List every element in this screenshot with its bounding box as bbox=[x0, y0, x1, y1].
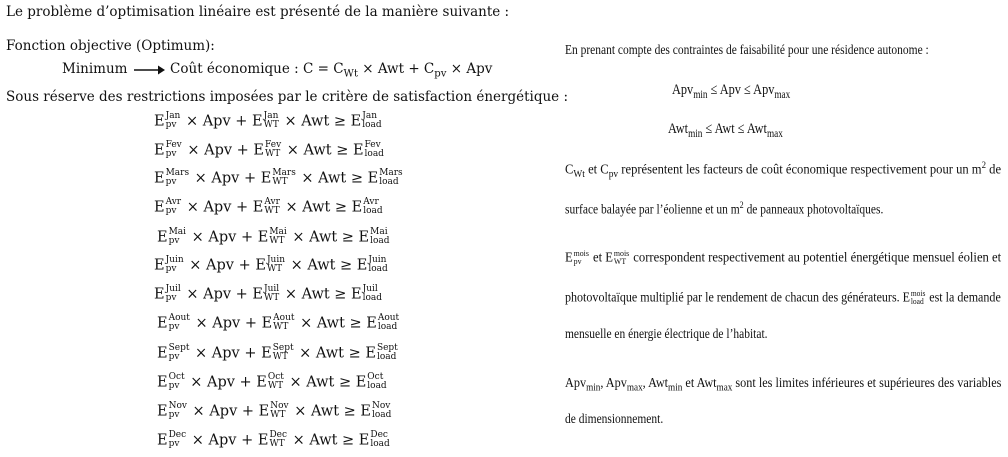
awt-constraint: Awt$_{min}$ ≤ Awt ≤ Awt$_{max}$ bbox=[668, 121, 783, 140]
energy-paragraph-line2: photovoltaïque multiplié par le rendement de chacun des générateurs. E mois load est la demande bbox=[565, 288, 1001, 307]
constraint-equation-fev: E Fev pv × Apv + E Fev WT × Awt ≥ E Fev load bbox=[154, 140, 384, 159]
constraint-equation-juil: E Juil pv × Apv + E Juil WT × Awt ≥ E Juil load bbox=[154, 284, 383, 303]
limits-paragraph-line2: de dimensionnement. bbox=[565, 412, 664, 427]
cost-paragraph-line2: surface balayée par l’éolienne et un $m^2$ de panneaux photovoltaïques. bbox=[565, 200, 884, 218]
constraint-equation-mars: E Mars pv × Apv + E Mars WT × Awt ≥ E Mars load bbox=[154, 168, 403, 187]
objective-end: × Apv bbox=[446, 61, 493, 77]
feasibility-text: En prenant compte des contraintes de faisabilité pour une résidence autonome : bbox=[565, 43, 929, 58]
objective-subscript-wt: Wt bbox=[343, 68, 359, 80]
constraint-equation-jan: E Jan pv × Apv + E Jan WT × Awt ≥ E Jan load bbox=[154, 111, 382, 130]
constraint-equation-juin: E Juin pv × Apv + E Juin WT × Awt ≥ E Juin load bbox=[154, 255, 388, 274]
objective-function bbox=[62, 61, 492, 80]
limits-paragraph-line1: Apv$_{min}$, Apv$_{max}$, Awt$_{min}$ et Awt$_{max}$ sont les limites inférieures et supérieures des variables bbox=[565, 376, 1002, 394]
cost-paragraph-line1: $C_{Wt}$ et $C_{pv}$ représentent les facteurs de coût économique respectivement pour un $m^2$ de bbox=[565, 160, 1002, 181]
objective-subscript-pv: pv bbox=[434, 68, 447, 80]
constraint-equation-dec: E Dec pv × Apv + E Dec WT × Awt ≥ E Dec load bbox=[157, 430, 390, 449]
objective-expression: Coût économique : C = C bbox=[170, 61, 344, 77]
objective-middle: × Awt + C bbox=[358, 61, 435, 77]
constraint-equation-mai: E Mai pv × Apv + E Mai WT × Awt ≥ E Mai load bbox=[157, 227, 390, 246]
constraint-equation-oct: E Oct pv × Apv + E Oct WT × Awt ≥ E Oct load bbox=[157, 372, 387, 391]
energy-paragraph-line3: mensuelle en énergie électrique de l’habitat. bbox=[565, 327, 768, 342]
minimum-label: Minimum bbox=[62, 61, 128, 77]
apv-constraint: Apv$_{min}$ ≤ Apv ≤ Apv$_{max}$ bbox=[672, 82, 791, 101]
constraint-equation-sept: E Sept pv × Apv + E Sept WT × Awt ≥ E Sept load bbox=[157, 343, 398, 362]
constraint-equation-aout: E Aout pv × Apv + E Aout WT × Awt ≥ E Aout load bbox=[157, 313, 400, 332]
objective-heading: Fonction objective (Optimum): bbox=[6, 38, 215, 54]
intro-text: Le problème d’optimisation linéaire est présenté de la manière suivante : bbox=[6, 4, 510, 20]
arrow-right-icon bbox=[132, 64, 166, 76]
constraint-equation-avr: E Avr pv × Apv + E Avr WT × Awt ≥ E Avr load bbox=[154, 197, 383, 216]
energy-paragraph-line1: E mois pv et E mois WT correspondent respectivement au potentiel énergétique mensuel éolien et bbox=[565, 248, 1002, 267]
constraint-equation-nov: E Nov pv × Apv + E Nov WT × Awt ≥ E Nov load bbox=[157, 401, 392, 420]
constraint-heading: Sous réserve des restrictions imposées par le critère de satisfaction énergétique : bbox=[6, 89, 568, 105]
